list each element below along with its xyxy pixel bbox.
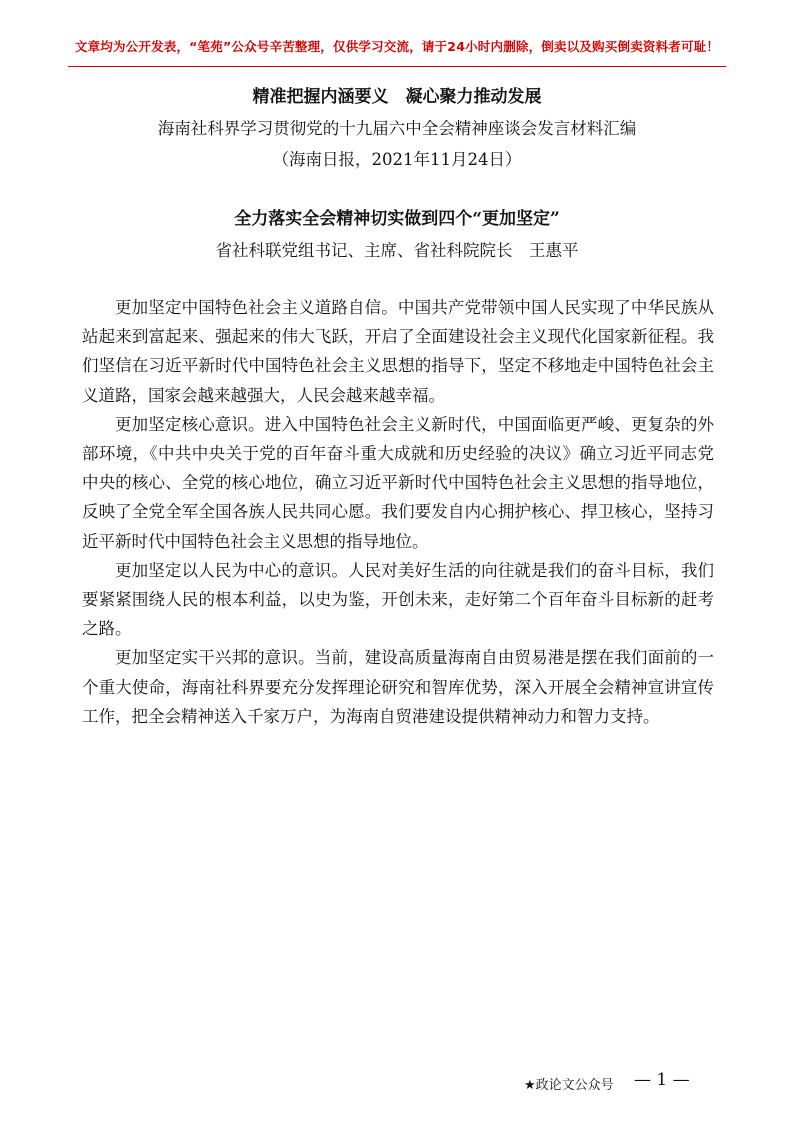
article-title: 全力落实全会精神切实做到四个“更加坚定” <box>234 209 560 229</box>
paragraph: 更加坚定以人民为中心的意识。人民对美好生活的向往就是我们的奋斗目标，我们要紧紧围绕人民的根本利益，以史为鉴，开创未来，走好第二个百年奋斗目标新的赶考之路。 <box>82 560 714 639</box>
footer-label: ★政论文公众号 <box>524 1078 614 1093</box>
banner-divider <box>68 66 726 67</box>
article-author: 省社科联党组书记、主席、省社科院院长 王惠平 <box>215 241 579 260</box>
paragraph: 更加坚定核心意识。进入中国特色社会主义新时代，中国面临更严峻、更复杂的外部环境，《中共中央关于党的百年奋斗重大成就和历史经验的决议》确立习近平同志党中央的核心、全党的核心地位，确立习近平新时代中国特色社会主义思想的指导地位，反映了全党全军全国各族人民共同心愿。我们要发自内心拥护核心、捍卫核心，坚持习近平新时代中国特色社会主义思想的指导地位。 <box>82 414 714 551</box>
paragraph: 更加坚定实干兴邦的意识。当前，建设高质量海南自由贸易港是摆在我们面前的一个重大使命，海南社科界要充分发挥理论研究和智库优势，深入开展全会精神宣讲宣传工作，把全会精神送入千家万户，为海南自贸港建设提供精神动力和智力支持。 <box>82 648 714 726</box>
document-title: 精准把握内涵要义 凝心聚力推动发展 <box>252 87 542 107</box>
page-number: — 1 — <box>634 1070 690 1090</box>
document-source: （海南日报，2021年11月24日） <box>272 150 522 169</box>
copyright-banner: 文章均为公开发表，“笔苑”公众号辛苦整理，仅供学习交流，请于24小时内删除，倒卖以及购买倒卖资料者可耻！ <box>74 39 720 54</box>
document-subtitle: 海南社科界学习贯彻党的十九届六中全会精神座谈会发言材料汇编 <box>157 119 637 138</box>
paragraph: 更加坚定中国特色社会主义道路自信。中国共产党带领中国人民实现了中华民族从站起来到富起来、强起来的伟大飞跃，开启了全面建设社会主义现代化国家新征程。我们坚信在习近平新时代中国特色社会主义思想的指导下，坚定不移地走中国特色社会主义道路，国家会越来越强大，人民会越来越幸福。 <box>82 298 714 405</box>
article-body <box>82 293 714 731</box>
